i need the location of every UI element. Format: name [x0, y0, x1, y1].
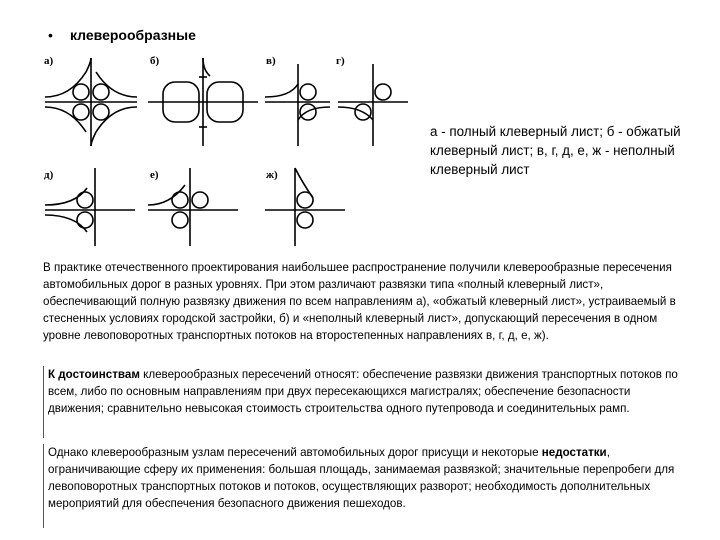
disadvantages-text-before: Однако клеверообразным узлам пересечений автомобильных дорог присущи и некоторые [48, 446, 542, 459]
scheme-g-partial-cloverleaf [338, 64, 408, 146]
paragraph-divider [43, 444, 44, 528]
disadvantages-text-after: , ограничивающие сферу их применения: большая площадь, занимаемая развязкой; значительные перепробеги для левоповоротных транспортных потоков и потоков, осуществляющих разворот; необходимость дополнительных мероприятий для обеспечения безопасного движения пешеходов. [48, 446, 675, 510]
scheme-label-a: а) [44, 55, 54, 67]
scheme-a-full-cloverleaf [45, 58, 137, 146]
scheme-v-partial-cloverleaf [265, 64, 330, 146]
scheme-d-partial-cloverleaf [45, 168, 135, 246]
scheme-label-d: д) [44, 169, 54, 181]
slide-heading: клеверообразные [70, 27, 196, 43]
paragraph-practice: В практике отечественного проектирования наибольшее распространение получили клеверообразные пересечения автомобильных дорог в разных уровнях. При этом различают развязки типа «полный клеверный лист», обеспечивающий полную развязку движения по всем направлениям а), «обжатый клеверный лист», устраиваемый в стесненных условиях городской застройки, б) и «неполный клеверный лист», допускающий пересечения в одном уровне левоповоротных транспортных потоков на второстепенных направлениях в, г, д, е, ж). [43, 261, 676, 342]
interchange-schemes-svg [40, 50, 430, 250]
interchange-diagrams [40, 50, 430, 250]
scheme-label-zh: ж) [266, 169, 278, 181]
advantages-text: клеверообразных пересечений относят: обеспечение развязки движения транспортных потоков по всем, либо по основным направлениям при двух пересекающихся магистралях; обеспечение безопасности движения; сравнительно невысокая стоимость строительства одного путепровода и соединительных рамп. [48, 368, 678, 415]
paragraph-divider [43, 366, 44, 438]
advantages-emphasis: К достоинствам [48, 368, 140, 381]
disadvantages-emphasis: недостатки [541, 446, 607, 459]
scheme-label-v: в) [266, 55, 276, 67]
scheme-e-partial-cloverleaf [148, 168, 238, 246]
paragraph-disadvantages [48, 444, 688, 512]
scheme-b-compressed-cloverleaf [148, 58, 258, 146]
paragraph-advantages [48, 366, 686, 417]
scheme-label-g: г) [336, 55, 345, 67]
bullet-marker: • [48, 27, 53, 43]
figure-caption: а - полный клеверный лист; б - обжатый клеверный лист; в, г, д, е, ж - неполный клеверный лист [430, 124, 681, 177]
scheme-label-b: б) [150, 55, 160, 67]
scheme-label-e: е) [150, 169, 159, 181]
